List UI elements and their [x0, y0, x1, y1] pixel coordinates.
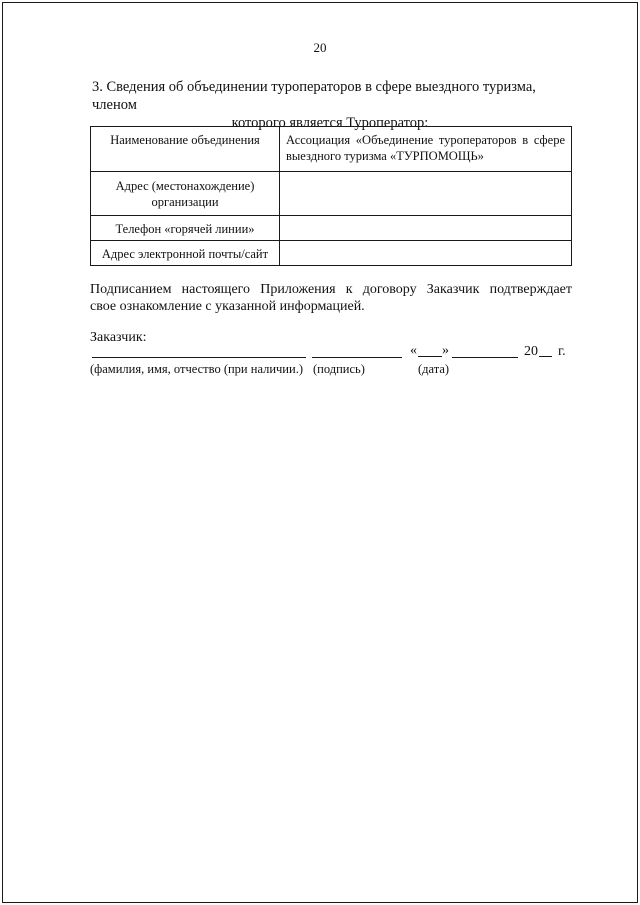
confirmation-statement — [90, 281, 572, 315]
name-signature-line — [92, 357, 306, 358]
caption-date: (дата) — [418, 362, 450, 376]
row-value — [280, 172, 572, 216]
statement-line-1: Подписанием настоящего Приложения к договору Заказчик подтверждает — [90, 282, 572, 297]
row-value — [280, 216, 572, 241]
row-label: Адрес (местонахождение) организации — [91, 172, 280, 216]
date-year-prefix: 20 — [524, 344, 538, 359]
table-row-hotline — [91, 216, 572, 241]
date-quote-close: » — [442, 343, 449, 358]
caption-full-name: (фамилия, имя, отчество (при наличии.) — [90, 362, 303, 376]
row-label: Телефон «горячей линии» — [91, 216, 280, 241]
section-title-line-1: 3. Сведения об объединении туроператоров в сфере выездного туризма, членом — [92, 79, 536, 113]
date-month-line — [452, 357, 518, 358]
date-year-suffix: г. — [558, 344, 566, 359]
customer-label: Заказчик: — [90, 330, 147, 345]
association-info-table — [90, 126, 572, 266]
table-row-email-site — [91, 241, 572, 266]
caption-signature: (подпись) — [313, 362, 365, 376]
statement-line-2: свое ознакомление с указанной информацией. — [90, 299, 365, 314]
page-number: 20 — [313, 40, 327, 55]
table-row-association-name — [91, 127, 572, 172]
date-day-line — [418, 356, 442, 357]
row-label: Адрес электронной почты/сайт — [91, 241, 280, 266]
date-year-line — [539, 356, 552, 357]
signature-line — [312, 357, 402, 358]
row-label: Наименование объединения — [91, 127, 280, 172]
table-row-address — [91, 172, 572, 216]
date-quote-open: « — [410, 343, 417, 358]
row-value — [280, 241, 572, 266]
row-value: Ассоциация «Объединение туроператоров в сфере выездного туризма «ТУРПОМОЩЬ» — [280, 127, 572, 172]
section-title-line-2: которого является Туроператор: — [231, 115, 429, 131]
section-title — [80, 78, 580, 132]
